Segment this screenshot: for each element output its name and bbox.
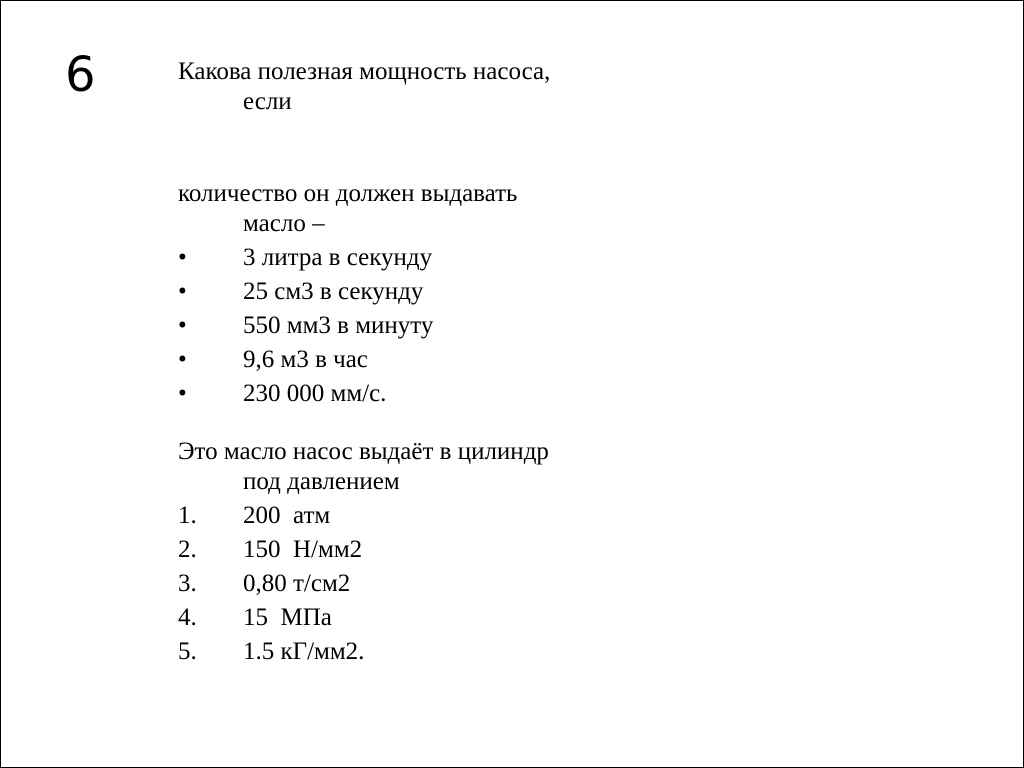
list-item-text: 15 МПа [243,604,332,631]
list-item-text: 25 см3 в секунду [243,278,424,305]
intro-line-2: если [243,88,292,115]
volume-line-1: количество он должен выдавать [178,180,518,207]
list-item [178,567,878,601]
intro-paragraph [178,57,878,117]
volume-paragraph [178,179,878,239]
list-item-text: 230 000 мм/с. [243,380,387,407]
list-item-text: 0,80 т/см2 [243,570,351,597]
list-item [178,377,878,411]
list-item [178,499,878,533]
list-item-text: 550 мм3 в минуту [243,312,434,339]
pressure-line-1: Это масло насос выдаёт в цилиндр [178,438,549,465]
number-marker: 4. [178,604,197,631]
bullet-marker: • [178,278,187,305]
number-marker: 5. [178,638,197,665]
bullet-marker: • [178,312,187,339]
pressure-paragraph [178,437,878,497]
slide-number: 6 [65,47,96,103]
volume-line-2: масло – [243,210,325,237]
list-item [178,533,878,567]
number-marker: 2. [178,536,197,563]
list-item [178,601,878,635]
list-item [178,635,878,669]
pressure-line-2: под давлением [243,468,400,495]
list-item-text: 200 атм [243,502,331,529]
pressure-list [178,499,878,669]
list-item [178,343,878,377]
number-marker: 1. [178,502,197,529]
list-item-text: 9,6 м3 в час [243,346,368,373]
bullet-marker: • [178,244,187,271]
slide-content [178,57,878,669]
list-item [178,309,878,343]
list-item [178,275,878,309]
list-item-text: 1.5 кГ/мм2. [243,638,365,665]
list-item [178,241,878,275]
list-item-text: 3 литра в секунду [243,244,433,271]
bullet-marker: • [178,346,187,373]
list-item-text: 150 Н/мм2 [243,536,363,563]
number-marker: 3. [178,570,197,597]
intro-line-1: Какова полезная мощность насоса, [178,58,551,85]
volume-list [178,241,878,411]
bullet-marker: • [178,380,187,407]
